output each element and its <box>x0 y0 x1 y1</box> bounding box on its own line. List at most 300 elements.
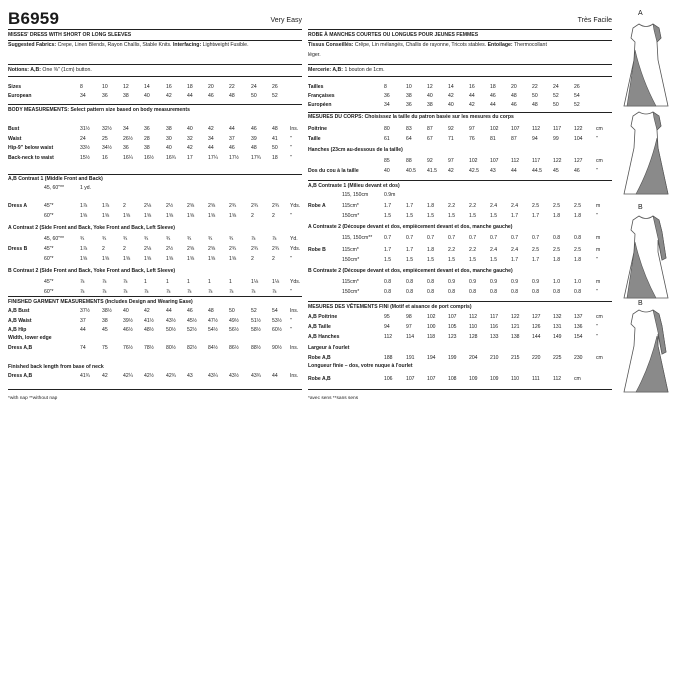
divider <box>8 76 302 77</box>
table-cell: 48½ <box>144 327 154 333</box>
table-cell: ⅞ <box>208 289 213 295</box>
table-cell: 38 <box>123 93 129 99</box>
table-cell: 56½ <box>229 327 239 333</box>
table-cell: 127 <box>532 314 541 320</box>
table-cell: 26 <box>272 84 278 90</box>
table-cell: ⅞ <box>229 289 234 295</box>
table-row <box>8 236 302 243</box>
table-cell: 1⅝ <box>144 256 152 262</box>
contrast1-heading: A,B Contrast 1 (Middle Front and Back) <box>8 176 103 182</box>
table-cell: 43½ <box>229 373 239 379</box>
table-cell: 44 <box>469 93 475 99</box>
figure-label-b-back: B <box>638 300 643 307</box>
row-label: A,B Bust <box>8 308 30 314</box>
table-cell: 1.7 <box>406 203 414 209</box>
table-cell: 108 <box>448 376 457 382</box>
table-row <box>308 324 612 331</box>
table-cell: 39 <box>251 135 257 142</box>
dress-a-short-sleeve-back <box>614 108 680 200</box>
table-cell: 150cm* <box>342 257 360 263</box>
table-cell: 42 <box>208 126 214 132</box>
table-cell: 0.8 <box>406 289 414 295</box>
table-cell: 50 <box>251 93 257 99</box>
table-cell: 25 <box>102 135 108 142</box>
table-cell: 41½ <box>144 317 154 324</box>
table-cell: 75 <box>102 345 108 351</box>
table-cell: Ins. <box>290 373 299 379</box>
table-cell: " <box>596 213 598 219</box>
table-row <box>308 136 612 143</box>
table-cell: 102 <box>490 126 499 132</box>
table-cell: 88½ <box>251 345 261 351</box>
table-cell: 42 <box>469 102 475 108</box>
table-cell: ⅞ <box>80 289 85 295</box>
length-label: Finished back length from base of neck <box>8 364 104 370</box>
table-cell: ⅞ <box>166 289 171 295</box>
divider <box>308 180 612 181</box>
table-cell: 1.5 <box>448 257 456 263</box>
table-cell: 32 <box>187 135 193 142</box>
table-cell: 18 <box>490 84 496 90</box>
table-cell: 1.8 <box>553 213 561 219</box>
table-cell: 71 <box>448 136 454 142</box>
table-cell: 1 <box>208 279 211 285</box>
table-cell: 67 <box>427 136 433 142</box>
table-cell: 12 <box>427 84 433 90</box>
table-cell: ¾ <box>144 236 149 242</box>
table-cell: 42¾ <box>166 373 176 379</box>
table-cell: 2⅛ <box>144 203 152 209</box>
table-cell: 1 yd. <box>80 185 92 191</box>
table-cell: 40 <box>448 102 454 108</box>
table-cell: Ins. <box>290 126 299 132</box>
table-cell: 88 <box>406 158 412 164</box>
table-cell: 45, 60"** <box>44 236 64 242</box>
table-cell: 98 <box>406 314 412 320</box>
table-cell: 76 <box>469 136 475 142</box>
table-cell: 44 <box>272 373 278 379</box>
table-cell: 46 <box>229 145 235 151</box>
table-cell: Yds. <box>290 246 301 252</box>
table-row <box>8 256 302 263</box>
table-cell: 2¾ <box>251 203 259 209</box>
table-cell: 20 <box>208 84 214 90</box>
table-cell: 44.5 <box>532 168 542 174</box>
table-cell: 1.0 <box>574 279 582 285</box>
table-cell: 1⅝ <box>208 256 216 262</box>
table-cell: 2⅝ <box>187 203 195 209</box>
table-cell: 2.2 <box>448 203 456 209</box>
table-row <box>8 155 302 162</box>
table-cell: 0.7 <box>469 235 477 241</box>
table-cell: 38 <box>102 317 108 324</box>
table-cell: 30 <box>166 135 172 142</box>
table-cell: 0.9 <box>448 279 456 285</box>
table-cell: 122 <box>553 158 562 164</box>
divider <box>8 64 302 65</box>
table-cell: 8 <box>384 84 387 90</box>
table-cell: 1.7 <box>511 213 519 219</box>
table-cell: 74 <box>80 345 86 351</box>
table-cell: 44 <box>490 102 496 108</box>
table-cell: 2⅛ <box>144 246 152 252</box>
table-cell: 0.7 <box>427 235 435 241</box>
table-row <box>8 327 302 334</box>
table-cell: 43 <box>187 373 193 379</box>
table-cell: ⅞ <box>102 289 107 295</box>
table-cell: 54½ <box>208 327 218 333</box>
table-cell: 149 <box>553 334 562 340</box>
table-cell: 46 <box>251 126 257 132</box>
table-cell: 85 <box>384 158 390 164</box>
table-cell: 8 <box>80 84 83 90</box>
table-cell: " <box>290 327 292 333</box>
fabrics-line-fr: Tissus Conseillés: Crêpe, Lin mélangés, Challis de rayonne, Tricots stables. Entoilage: Thermocollant <box>308 42 547 48</box>
pattern-number: B6959 <box>8 9 60 28</box>
body-measurements-heading-fr: MESURES DU CORPS: Choisissez la taille du patron basée sur les mesures du corps <box>308 114 514 120</box>
table-cell: 60"* <box>44 256 54 262</box>
fabrics-line: Suggested Fabrics: Crepe, Linen Blends, Rayon Challis, Stable Knits. Interfacing: Lightweight Fusible. <box>8 42 249 48</box>
table-cell: 26 <box>574 84 580 90</box>
table-cell: 0.8 <box>384 289 392 295</box>
table-cell: 42.5 <box>469 168 479 174</box>
table-cell: 122 <box>511 314 520 320</box>
table-cell: 0.9 <box>469 279 477 285</box>
table-cell: 92 <box>427 158 433 164</box>
table-cell: 46 <box>187 308 193 314</box>
table-cell: 46½ <box>123 327 133 333</box>
width-label: Width, lower edge <box>8 335 52 341</box>
table-cell: 1⅝ <box>208 213 216 219</box>
table-cell: 50½ <box>166 327 176 333</box>
table-cell: 36 <box>144 126 150 132</box>
divider <box>8 29 302 30</box>
table-cell: m <box>596 247 601 253</box>
contrast2-heading-fr: A Contraste 2 (Découpe devant et dos, empiècement devant et dos, manche gauche) <box>308 224 513 230</box>
table-cell: 0.8 <box>532 289 540 295</box>
table-cell: 210 <box>490 355 499 361</box>
table-cell: m <box>596 235 601 241</box>
footnote-fr: *avec sens **sans sens <box>308 396 359 401</box>
table-cell: 220 <box>532 355 541 361</box>
table-row <box>8 318 302 325</box>
table-cell: 1.5 <box>469 213 477 219</box>
table-cell: 2¾ <box>251 246 259 252</box>
table-cell: 0.8 <box>490 289 498 295</box>
table-cell: 37½ <box>80 308 90 314</box>
difficulty-level-fr: Très Facile <box>577 17 612 24</box>
row-label: Dress A,B <box>8 373 33 379</box>
table-cell: 112 <box>469 314 478 320</box>
row-label: Dress A <box>8 203 28 209</box>
divider <box>8 174 302 175</box>
table-cell: 112 <box>553 376 562 382</box>
table-cell: 40 <box>123 308 129 314</box>
table-cell: 117 <box>490 314 499 320</box>
divider <box>308 301 612 302</box>
table-cell: 48 <box>251 145 257 151</box>
table-cell: 1⅝ <box>80 213 88 219</box>
table-cell: 126 <box>532 324 541 330</box>
table-cell: " <box>596 289 598 295</box>
table-cell: 2⅝ <box>208 203 216 209</box>
table-cell: 38 <box>427 102 433 108</box>
table-cell: 109 <box>490 376 499 382</box>
contrast-b2-heading: B Contrast 2 (Side Front and Back, Yoke Front and Back, Left Sleeve) <box>8 268 176 274</box>
table-cell: 22 <box>532 84 538 90</box>
table-cell: 40 <box>427 93 433 99</box>
table-row <box>8 93 302 100</box>
table-cell: Ins. <box>290 308 299 314</box>
contrast-b2-heading-fr: B Contraste 2 (Découpe devant et dos, empiècement devant et dos, manche gauche) <box>308 268 513 274</box>
table-cell: ⅞ <box>80 279 85 285</box>
table-cell: 60"* <box>44 289 54 295</box>
table-cell: ⅞ <box>187 289 192 295</box>
table-cell: 1⅛ <box>272 279 280 285</box>
table-row <box>308 334 612 341</box>
table-row <box>308 192 612 199</box>
table-cell: 2.5 <box>532 247 540 253</box>
fabrics-line-fr-2: léger. <box>308 52 321 58</box>
table-row <box>308 102 612 109</box>
table-cell: 53½ <box>272 317 282 324</box>
table-row <box>8 136 302 143</box>
table-cell: 80 <box>384 126 390 132</box>
table-cell: 100 <box>427 324 436 330</box>
table-cell: 1.7 <box>532 257 540 263</box>
row-label: Sizes <box>8 84 22 90</box>
table-cell: 191 <box>406 355 415 361</box>
table-cell: 1.8 <box>427 203 435 209</box>
table-cell: 45 <box>102 327 108 333</box>
contrast2-heading: A Contrast 2 (Side Front and Back, Yoke Front and Back, Left Sleeve) <box>8 225 175 231</box>
table-cell: 42 <box>187 145 193 151</box>
table-cell: 87 <box>427 126 433 132</box>
table-cell: 97 <box>448 158 454 164</box>
table-row <box>8 145 302 152</box>
row-label: Robe A <box>308 203 326 209</box>
table-cell: 1.5 <box>427 257 435 263</box>
table-cell: 107 <box>511 126 520 132</box>
table-cell: 43½ <box>166 317 176 324</box>
table-cell: Yds. <box>290 203 301 209</box>
table-cell: 1 <box>187 279 190 285</box>
table-cell: " <box>290 317 292 324</box>
row-label: Européen <box>308 102 332 108</box>
table-cell: 0.9m <box>384 192 396 198</box>
table-cell: 42 <box>166 93 172 99</box>
table-cell: 115, 150cm** <box>342 235 373 241</box>
row-label: A,B Taille <box>308 324 331 330</box>
table-cell: 154 <box>574 334 583 340</box>
table-cell: 1.7 <box>532 213 540 219</box>
table-cell: 45"* <box>44 279 54 285</box>
table-cell: 10 <box>406 84 412 90</box>
table-cell: 0.8 <box>427 279 435 285</box>
divider <box>8 389 302 390</box>
table-cell: 42¼ <box>123 373 133 379</box>
table-row <box>308 213 612 220</box>
table-cell: 37 <box>229 135 235 142</box>
table-cell: 2½ <box>166 203 174 209</box>
table-cell: ¾ <box>229 236 234 242</box>
table-cell: 0.9 <box>532 279 540 285</box>
table-row <box>308 235 612 242</box>
table-cell: Yd. <box>290 236 298 242</box>
table-row <box>8 84 302 91</box>
table-cell: ⅞ <box>272 289 277 295</box>
table-cell: 58½ <box>251 327 261 333</box>
table-cell: 115, 150cm <box>342 192 369 198</box>
table-cell: 16¼ <box>123 154 133 161</box>
table-cell: 1⅝ <box>229 256 237 262</box>
notions-line: Notions: A,B: One ⅜" (1cm) button. <box>8 67 92 73</box>
table-cell: 31½ <box>80 126 90 132</box>
table-cell: 137 <box>574 314 583 320</box>
table-cell: m <box>596 279 601 285</box>
table-cell: 105 <box>448 324 457 330</box>
divider <box>308 64 612 65</box>
table-cell: 45½ <box>187 317 197 324</box>
table-cell: 86½ <box>229 345 239 351</box>
table-row <box>308 158 612 165</box>
table-cell: 20 <box>511 84 517 90</box>
table-cell: cm <box>596 314 603 320</box>
table-cell: 2¾ <box>272 246 280 252</box>
table-cell: " <box>290 135 292 142</box>
table-cell: 2.5 <box>532 203 540 209</box>
table-cell: 37 <box>80 317 86 324</box>
table-cell: 87 <box>511 136 517 142</box>
table-cell: 1⅝ <box>102 256 110 262</box>
table-row <box>308 126 612 133</box>
table-cell: 2.2 <box>469 247 477 253</box>
table-cell: 42½ <box>144 373 154 379</box>
row-label: Bust <box>8 126 20 132</box>
table-cell: 42 <box>448 93 454 99</box>
table-cell: ¾ <box>123 236 128 242</box>
table-cell: 76½ <box>123 345 133 351</box>
dress-b-long-sleeve-front <box>614 212 680 304</box>
table-cell: 107 <box>406 376 415 382</box>
table-cell: 32½ <box>102 126 112 132</box>
table-cell: 2⅝ <box>187 246 195 252</box>
table-row <box>8 246 302 253</box>
table-row <box>8 279 302 286</box>
table-cell: 0.8 <box>384 279 392 285</box>
table-cell: 38 <box>166 126 172 132</box>
row-label: Back-neck to waist <box>8 154 54 161</box>
table-cell: 0.7 <box>511 235 519 241</box>
table-cell: 52 <box>553 93 559 99</box>
dress-a-short-sleeve-front <box>614 20 680 112</box>
row-label: Dress B <box>8 246 28 252</box>
row-label: Françaises <box>308 93 335 99</box>
table-cell: 2¾ <box>229 203 237 209</box>
table-cell: 110 <box>469 324 478 330</box>
table-cell: 26½ <box>123 135 133 142</box>
table-cell: 40 <box>187 126 193 132</box>
table-cell: 18 <box>272 154 278 161</box>
table-cell: 133 <box>490 334 499 340</box>
table-cell: 1.5 <box>406 257 414 263</box>
table-cell: ⅞ <box>272 236 277 242</box>
table-row <box>308 203 612 210</box>
table-cell: 16½ <box>144 154 154 161</box>
table-cell: 2.2 <box>469 203 477 209</box>
table-cell: 1.5 <box>469 257 477 263</box>
row-label: Dos du cou à la taille <box>308 168 359 174</box>
table-cell: 121 <box>511 324 520 330</box>
table-row <box>8 345 302 352</box>
table-cell: 94 <box>384 324 390 330</box>
table-cell: 109 <box>469 376 478 382</box>
table-cell: 1.5 <box>490 213 498 219</box>
table-cell: 1⅝ <box>187 256 195 262</box>
table-cell: 2 <box>272 213 275 219</box>
table-cell: 1⅞ <box>102 203 110 209</box>
table-cell: " <box>596 136 598 142</box>
table-cell: 1⅝ <box>80 256 88 262</box>
table-cell: 42 <box>144 308 150 314</box>
table-cell: 0.8 <box>469 289 477 295</box>
table-cell: 38½ <box>102 308 112 314</box>
difficulty-level: Very Easy <box>270 17 302 24</box>
divider <box>308 29 612 30</box>
row-label: Robe B <box>308 247 326 253</box>
table-cell: 36 <box>123 145 129 151</box>
table-cell: 80½ <box>166 345 176 351</box>
table-cell: 90½ <box>272 345 282 351</box>
table-cell: 24 <box>553 84 559 90</box>
table-cell: 52 <box>574 102 580 108</box>
table-cell: 83 <box>406 126 412 132</box>
table-cell: 16 <box>166 84 172 90</box>
table-cell: 1.8 <box>427 247 435 253</box>
table-cell: 17¼ <box>208 154 218 161</box>
table-cell: 2 <box>123 203 126 209</box>
table-cell: 1.8 <box>574 257 582 263</box>
table-cell: 14 <box>144 84 150 90</box>
table-cell: 0.7 <box>384 235 392 241</box>
table-row <box>8 373 302 380</box>
table-cell: 41.5 <box>427 168 437 174</box>
table-cell: ¾ <box>208 236 213 242</box>
table-cell: 194 <box>427 355 436 361</box>
table-cell: 2 <box>272 256 275 262</box>
table-cell: 44 <box>187 93 193 99</box>
table-cell: 112 <box>511 158 520 164</box>
table-cell: 1⅛ <box>251 279 259 285</box>
table-cell: 39½ <box>123 317 133 324</box>
table-cell: 41 <box>272 135 278 142</box>
table-row <box>308 257 612 264</box>
table-cell: 204 <box>469 355 478 361</box>
row-label: Robe A,B <box>308 376 331 382</box>
table-cell: 115cm* <box>342 203 359 209</box>
table-cell: 115cm* <box>342 247 359 253</box>
table-cell: " <box>290 256 292 262</box>
table-cell: 60½ <box>272 327 282 333</box>
table-cell: 34 <box>123 126 129 132</box>
figure-label-b: B <box>638 204 643 211</box>
table-cell: 44 <box>80 327 86 333</box>
table-cell: 34½ <box>102 145 112 151</box>
row-label: Robe A,B <box>308 355 331 361</box>
table-cell: " <box>596 257 598 263</box>
table-cell: 1⅝ <box>166 256 174 262</box>
table-cell: 34 <box>80 93 86 99</box>
